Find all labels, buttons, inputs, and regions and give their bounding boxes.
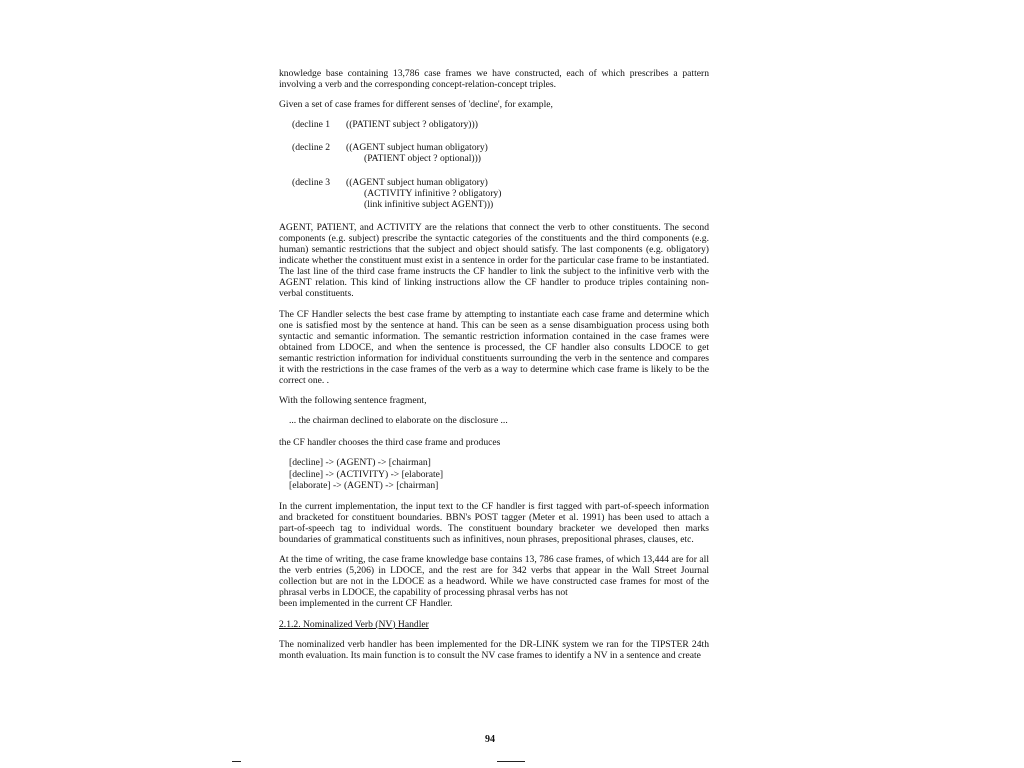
- case-frame-decline-3: [292, 177, 709, 210]
- triples-list: [289, 457, 709, 490]
- paragraph-implementation: In the current implementation, the input text to the CF handler is first tagged with part-of-speech information and bracketed for constituent boundaries. BBN's POST tagger (Meter et al. 1991) has been used to attach a part-of-speech tag to individual words. The constituent boundary bracketer we developed then marks boundaries of grammatical constituents such as infinitives, noun phrases, prepositional phrases, clauses, etc.: [279, 500, 709, 545]
- paragraph-given: Given a set of case frames for different senses of 'decline', for example,: [279, 99, 553, 111]
- page-number: 94: [485, 734, 495, 745]
- case-frame-line: (ACTIVITY infinitive ? obligatory): [364, 187, 502, 199]
- case-frame-name: (decline 1: [292, 119, 331, 131]
- paragraph-knowledge-base-end: been implemented in the current CF Handler.: [279, 598, 453, 610]
- paragraph-with-fragment: With the following sentence fragment,: [279, 395, 427, 407]
- triple: [decline] -> (ACTIVITY) -> [elaborate]: [289, 468, 444, 480]
- paragraph-intro: knowledge base containing 13,786 case frames we have constructed, each of which prescribes a pattern involving a verb and the corresponding concept-relation-concept triples.: [279, 68, 709, 91]
- case-frame-line: (PATIENT object ? optional))): [364, 153, 481, 165]
- footer-mark-right: [497, 761, 525, 762]
- section-heading: 2.1.2. Nominalized Verb (NV) Handler: [279, 618, 429, 630]
- case-frame-decline-1: [292, 119, 709, 130]
- paragraph-cf-handler: The CF Handler selects the best case frame by attempting to instantiate each case frame and determine which one is satisfied most by the sentence at hand. This can be seen as a sense disambiguation process using both syntactic and semantic information. The semantic restriction information contained in the case frames were obtained from LDOCE, and when the sentence is processed, the CF handler also consults LDOCE to get semantic restriction information for individual constituents surrounding the verb in the sentence and compares it with the restrictions in the case frames of the verb as a way to determine which case frame is likely to be the correct one. .: [279, 308, 709, 387]
- text-column: [279, 68, 709, 670]
- case-frame-line: ((AGENT subject human obligatory): [346, 176, 488, 188]
- paragraph-relations: AGENT, PATIENT, and ACTIVITY are the relations that connect the verb to other constituents. The second components (e.g. subject) prescribe the syntactic categories of the constituents and the third components (e.g. human) semantic restrictions that the subject and object should satisfy. The last components (e.g. obligatory) indicate whether the constituent must exist in a sentence in order for the particular case frame to be instantiated. The last line of the third case frame instructs the CF handler to link the subject to the infinitive verb with the AGENT relation. This kind of linking instructions allow the CF handler to produce triples containing non-verbal constituents.: [279, 221, 709, 300]
- case-frame-line: (link infinitive subject AGENT))): [364, 198, 494, 210]
- case-frame-line: ((AGENT subject human obligatory): [346, 142, 488, 154]
- case-frame-line: ((PATIENT subject ? obligatory))): [346, 119, 478, 131]
- case-frame-name: (decline 3: [292, 176, 331, 188]
- case-frame-decline-2: [292, 142, 709, 164]
- paragraph-knowledge-base: At the time of writing, the case frame knowledge base contains 13, 786 case frames, of which 13,444 are for all the verb entries (5,206) in LDOCE, and the rest are for 342 verbs that appear in the Wall Street Journal collection but are not in the LDOCE as a headword. While we have constructed case frames for most of the phrasal verbs in LDOCE, the capability of processing phrasal verbs has not: [279, 554, 709, 599]
- triple: [decline] -> (AGENT) -> [chairman]: [289, 457, 431, 469]
- triple: [elaborate] -> (AGENT) -> [chairman]: [289, 479, 439, 491]
- example-sentence: ... the chairman declined to elaborate on the disclosure ...: [289, 415, 508, 427]
- case-frame-name: (decline 2: [292, 142, 331, 154]
- paragraph-chooses: the CF handler chooses the third case frame and produces: [279, 437, 501, 449]
- footer-mark-left: [232, 761, 241, 762]
- paragraph-nv-handler: The nominalized verb handler has been implemented for the DR-LINK system we ran for the TIPSTER 24th month evaluation. Its main function is to consult the NV case frames to identify a NV in a sentence and create: [279, 638, 709, 661]
